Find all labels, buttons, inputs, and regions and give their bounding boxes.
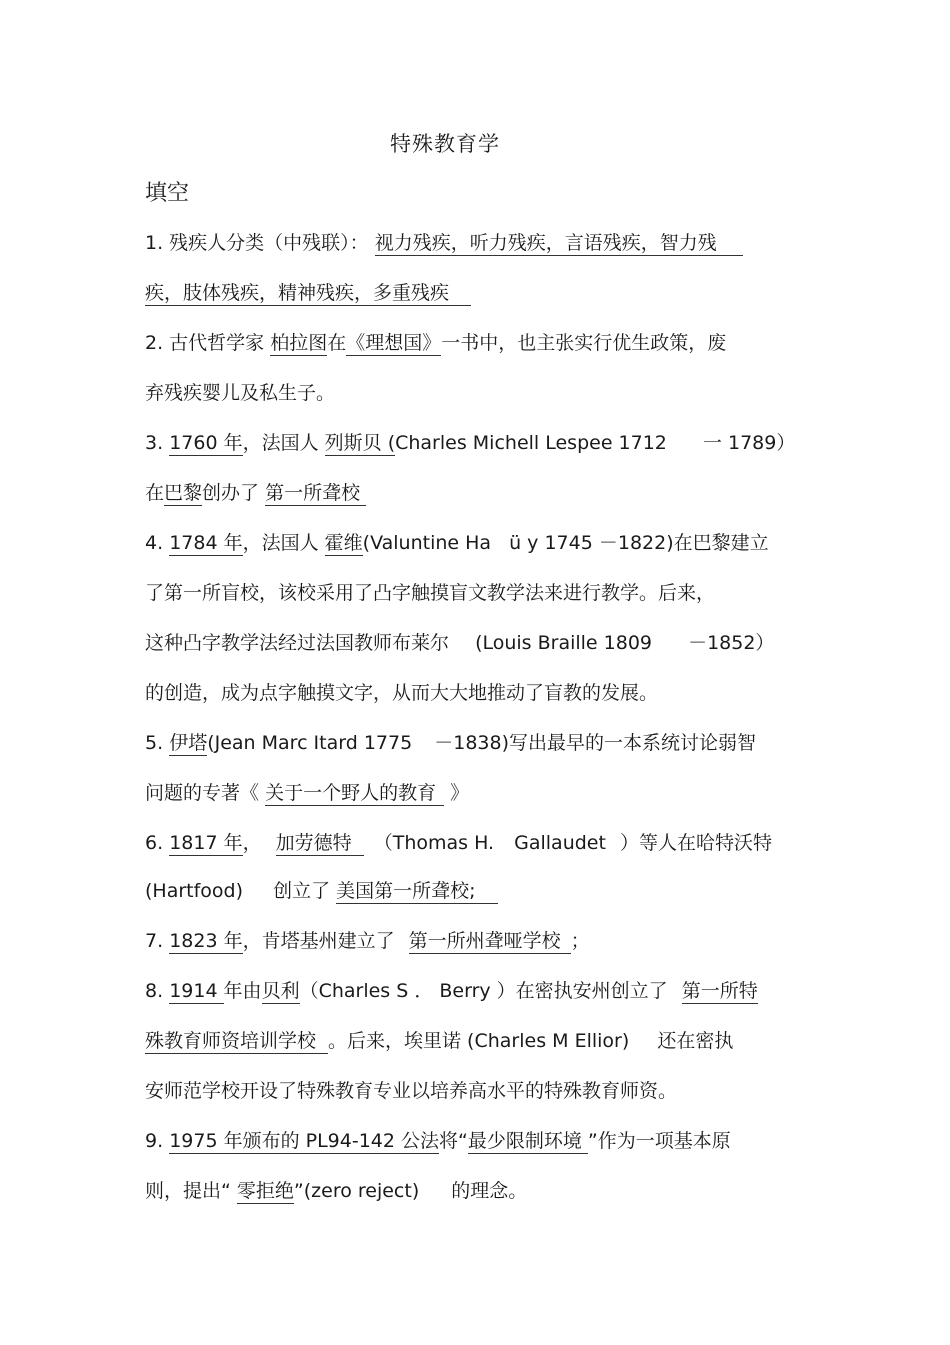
q1-prefix: 1. 残疾人分类（中残联）：: [145, 232, 369, 254]
q6-prefix: 6.: [145, 832, 164, 854]
q4-rest2: 在巴黎建立: [673, 532, 769, 554]
q7-suffix: ；: [570, 930, 590, 952]
q5-l2b: 》: [450, 782, 470, 804]
q6-comma: ，: [242, 832, 262, 854]
q3-line2: [145, 480, 366, 506]
q6-line1: [145, 830, 772, 856]
q2-suffix: 一书中，也主张实行优生政策，废: [441, 332, 727, 354]
q8-line3: 安师范学校开设了特殊教育专业以培养高水平的特殊教育师资。: [145, 1080, 678, 1102]
q9-law: 1975 年颁布的 PL94-142 公法: [169, 1130, 440, 1152]
q5-book: 关于一个野人的教育: [265, 782, 444, 806]
q3-l2a: 在: [145, 482, 165, 504]
q8-school: 第一所特: [681, 980, 758, 1002]
q5-person: 伊塔: [169, 732, 208, 754]
q1-line1: [145, 230, 743, 256]
q4-mid: ，法国人: [242, 532, 319, 554]
q2-mid: 在: [327, 332, 347, 354]
q3-prefix: 3.: [145, 432, 164, 454]
q1-line2: [145, 280, 471, 306]
q9-line1: [145, 1128, 731, 1154]
q2-person: 柏拉图: [270, 332, 328, 354]
q8-l2-rest: 。后来，埃里诺 (Charles M Ellior): [328, 1030, 630, 1052]
q2-line2: 弃残疾婴儿及私生子。: [145, 382, 336, 404]
q8-year: 1914: [169, 980, 223, 1004]
q4-line3: [145, 630, 774, 656]
q8-line2: [145, 1028, 733, 1054]
q6-year: 1817 年: [169, 832, 243, 854]
q3-person: 列斯贝 (: [324, 432, 396, 454]
q6-rest-a: （Thomas H.: [373, 832, 495, 854]
q5-l2a: 问题的专著《: [145, 782, 260, 804]
q3-line1: [145, 430, 795, 456]
q3-dash: 一 1789）: [702, 432, 796, 454]
q4-line4: 的创造，成为点字触摸文字，从而大大地推动了盲教的发展。: [145, 682, 659, 704]
q5-line1: [145, 730, 756, 756]
q9-l2c: 的理念。: [451, 1180, 528, 1202]
q4-l3c: －1852）: [688, 632, 775, 654]
q4-line2: 了第一所盲校，该校采用了凸字触摸盲文教学法来进行教学。后来，: [145, 582, 716, 604]
q4-person: 霍维: [324, 532, 363, 554]
section-heading: 填空: [145, 181, 190, 206]
q8-prefix: 8.: [145, 980, 164, 1002]
q8-person: 贝利: [261, 980, 300, 1002]
q9-prefix: 9.: [145, 1130, 164, 1152]
q1-answer: 视力残疾，听力残疾，言语残疾，智力残: [375, 232, 743, 256]
q9-l2a: 则，提出“: [145, 1180, 231, 1202]
q7-school: 第一所州聋哑学校: [409, 930, 571, 954]
q7-mid: ，肯塔基州建立了: [242, 930, 395, 952]
q2-prefix: 2. 古代哲学家: [145, 332, 265, 354]
q6-l2b: 创立了: [273, 880, 331, 902]
q4-line1: [145, 530, 769, 556]
q9-term2: 零拒绝: [236, 1180, 294, 1202]
q4-l3a: 这种凸字教学法经过法国教师布莱尔: [145, 632, 450, 654]
q4-prefix: 4.: [145, 532, 164, 554]
q8-school-cont: 殊教育师资培训学校: [145, 1030, 328, 1054]
q7-prefix: 7.: [145, 930, 164, 952]
q9-term: 最少限制环境: [468, 1130, 588, 1154]
q5-line2: [145, 780, 469, 806]
q8-mid: 年由: [223, 980, 262, 1002]
q7-year: 1823 年: [169, 930, 243, 952]
q4-l3b: (Louis Braille 1809: [475, 632, 653, 654]
q1-answer-cont: 疾，肢体残疾，精神残疾，多重残疾: [145, 282, 471, 306]
q2-line1: [145, 330, 726, 356]
q6-l2a: (Hartfood): [145, 880, 244, 902]
q5-rest2: －1838): [434, 732, 510, 754]
q6-rest-b: Gallaudet: [514, 832, 606, 854]
q2-book: 《理想国》: [346, 332, 442, 354]
q9-mid: 将“: [439, 1130, 468, 1152]
q3-rest: Charles Michell Lespee 1712: [395, 432, 667, 454]
q3-school: 第一所聋校: [265, 482, 366, 506]
q3-l2b: 创办了: [202, 482, 260, 504]
q6-person: 加劳德特: [276, 832, 364, 856]
q3-year: 1760 年: [169, 432, 243, 454]
q4-rest: (Valuntine Ha: [362, 532, 492, 554]
q8-rest: （Charles S ． Berry ）在密执安州创立了: [299, 980, 668, 1002]
q9-suffix: ”作为一项基本原: [587, 1130, 731, 1152]
q8-l2-end: 还在密执: [657, 1030, 734, 1052]
q4-uml: ü y 1745 －1822): [509, 532, 674, 554]
q5-rest: (Jean Marc Itard 1775: [207, 732, 413, 754]
q8-line1: [145, 978, 758, 1004]
q3-place: 巴黎: [164, 482, 203, 504]
q4-year: 1784 年: [169, 532, 243, 554]
page-title: 特殊教育学: [390, 132, 500, 156]
q9-l2b: ”(zero reject): [293, 1180, 420, 1202]
q7-line1: [145, 928, 590, 954]
q5-prefix: 5.: [145, 732, 164, 754]
q5-rest3: 写出最早的一本系统讨论弱智: [509, 732, 757, 754]
q6-rest-c: ）等人在哈特沃特: [619, 832, 772, 854]
q3-mid: ，法国人: [242, 432, 319, 454]
q9-line2: [145, 1178, 527, 1204]
q6-line2: [145, 878, 498, 904]
q6-school: 美国第一所聋校;: [336, 880, 497, 904]
